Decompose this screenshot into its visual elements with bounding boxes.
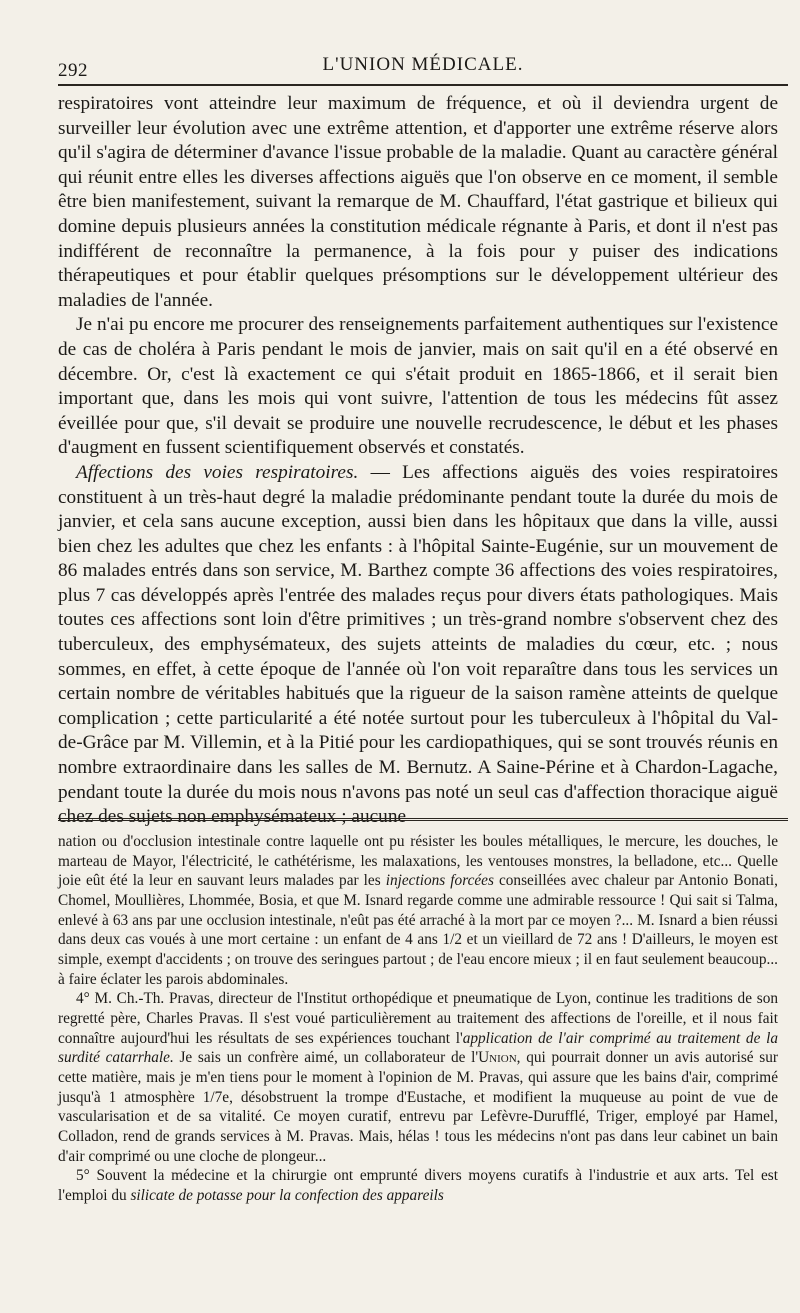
footnote-emphasis: injections forcées: [385, 872, 494, 890]
footnote-rule: [58, 818, 788, 821]
footnote-emphasis: silicate de potasse pour la confection des appareils: [130, 1186, 444, 1204]
footnote-text: 5° Souvent la médecine et la chirurgie ont emprunté divers moyens curatifs à l'industrie et aux arts. Tel est l'emploi du: [58, 1167, 778, 1204]
footnotes: [58, 832, 778, 1205]
footnote-text: 4° M. Ch.-Th. Pravas, directeur de l'Institut orthopédique et pneumatique de Lyon, continue les traditions de son regretté père, Charles Pravas. Il s'est voué particulièrement au traitement des affections de l'oreille, et il nous fait connaître aujourd'hui les résultats de ses expériences touchant l': [58, 990, 778, 1047]
page-header: [58, 48, 788, 82]
footnote: [58, 1166, 778, 1205]
footnote: [58, 832, 778, 989]
paragraph: Je n'ai pu encore me procurer des renseignements parfaitement authentiques sur l'existence de cas de choléra à Paris pendant le mois de janvier, mais on sait qu'il en a été observé en décembre. Or, c'est là exactement ce qui s'était produit en 1865-1866, et il serait bien important que, dans les mois qui vont suivre, l'attention de tous les médecins fût assez éveillée pour que, s'il devait se produire une nouvelle recrudescence, le début et les phases d'augment en fussent scientifiquement observés et constatés.: [58, 314, 778, 459]
page-number: 292: [58, 60, 88, 81]
section-lead: Affections des voies respiratoires.: [76, 461, 359, 483]
footnote-text: Je sais un confrère aimé, un collaborateur de l': [173, 1049, 479, 1067]
footnote-text: conseillées avec chaleur par Antonio Bonati, Chomel, Moullières, Lhommée, Bosia, et que M. Isnard regarde comme une admirable ressource ! Qui sait si Talma, enlevé à 63 ans par une occlusion intestinale, n'eût pas été arraché à la mort par ce moyen ?... M. Isnard a bien réussi dans deux cas voués à une mort certaine : un enfant de 4 ans 1/2 et un vieillard de 72 ans ! D'ailleurs, le moyen est simple, exempt d'accidents ; on trouve des seringues partout ; de l'eau encore mieux ; il en faut seulement beaucoup... à faire éclater les parois abdominales.: [58, 872, 778, 988]
paragraph: respiratoires vont atteindre leur maximum de fréquence, et où il deviendra urgent de surveiller leur évolution avec une extrême attention, et d'apporter une extrême réserve alors qu'il s'agira de déterminer d'avance l'issue probable de la maladie. Quant au caractère général qui réunit entre elles les diverses affections aiguës que l'on observe en ce moment, il semble être bien manifestement, suivant la remarque de M. Chauffard, l'état gastrique et bilieux qui domine depuis plusieurs années la constitution médicale régnante à Paris, et dont il n'est pas indifférent de reconnaître la permanence, à la fois pour y puiser des indications thérapeutiques et pour établir quelques présomptions sur le développement ultérieur des maladies de l'année.: [58, 93, 778, 311]
journal-name: Union: [478, 1049, 517, 1067]
header-rule: [58, 84, 788, 86]
paragraph-text: — Les affections aiguës des voies respiratoires constituent à un très-haut degré la maladie prédominante pendant toute la durée du mois de janvier, et cela sans aucune exception, aussi bien dans les hôpitaux que dans la ville, aussi bien chez les adultes que chez les enfants : à l'hôpital Sainte-Eugénie, sur un mouvement de 86 malades entrés dans son service, M. Barthez compte 36 affections des voies respiratoires, plus 7 cas développés après l'entrée des malades reçus pour divers états pathologiques. Mais toutes ces affections sont loin d'être primitives ; un très-grand nombre s'observent chez des tuberculeux, des emphysémateux, des sujets atteints de maladies du cœur, etc. ; nous sommes, en effet, à cette époque de l'année où l'on voit reparaître dans tous les services un certain nombre de véritables habitués que la rigueur de la saison ramène atteints de quelque complication ; cette particularité a été notée surtout pour les tuberculeux à l'hôpital du Val-de-Grâce par M. Villemin, et à la Pitié pour les cardiopathiques, qui se sont trouvés réunis en nombre extraordinaire dans les salles de M. Bernutz. A Saine-Périne et à Chardon-Lagache, pendant toute la durée du mois nous n'avons pas noté un seul cas d'affection thoracique aiguë chez des sujets non emphysémateux ; aucune: [58, 461, 779, 828]
footnote: [58, 989, 778, 1166]
footnote-text: nation ou d'occlusion intestinale contre laquelle ont pu résister les boules métalliques, le mercure, les douches, le marteau de Mayor, l'électricité, le cathétérisme, les malaxations, les ventouses monstres, la belladone, etc... Quelle joie eût été la leur en sauvant leurs malades par les: [58, 833, 778, 890]
paragraph: [58, 461, 778, 830]
main-text: [58, 92, 778, 830]
footnote-text: , qui pourrait donner un avis autorisé sur cette matière, mais je m'en tiens pour le moment à l'opinion de M. Pravas, qui assure que les bains d'air, comprimé jusqu'à 1 atmosphère 1/7e, désobstruent la trompe d'Eustache, et modifient la muqueuse au point de vue de vascularisation et de sa vitalité. Ce moyen curatif, entrevu par Lefèvre-Durufflé, Triger, employé par Hamel, Colladon, rend de grands services à M. Pravas. Mais, hélas ! tous les médecins n'ont pas dans leur cabinet un bain d'air comprimé ou une cloche de plongeur...: [58, 1049, 778, 1165]
running-head: L'UNION MÉDICALE.: [322, 54, 524, 75]
footnote-emphasis: application de l'air comprimé au traitement de la surdité catarrhale.: [58, 1029, 778, 1067]
